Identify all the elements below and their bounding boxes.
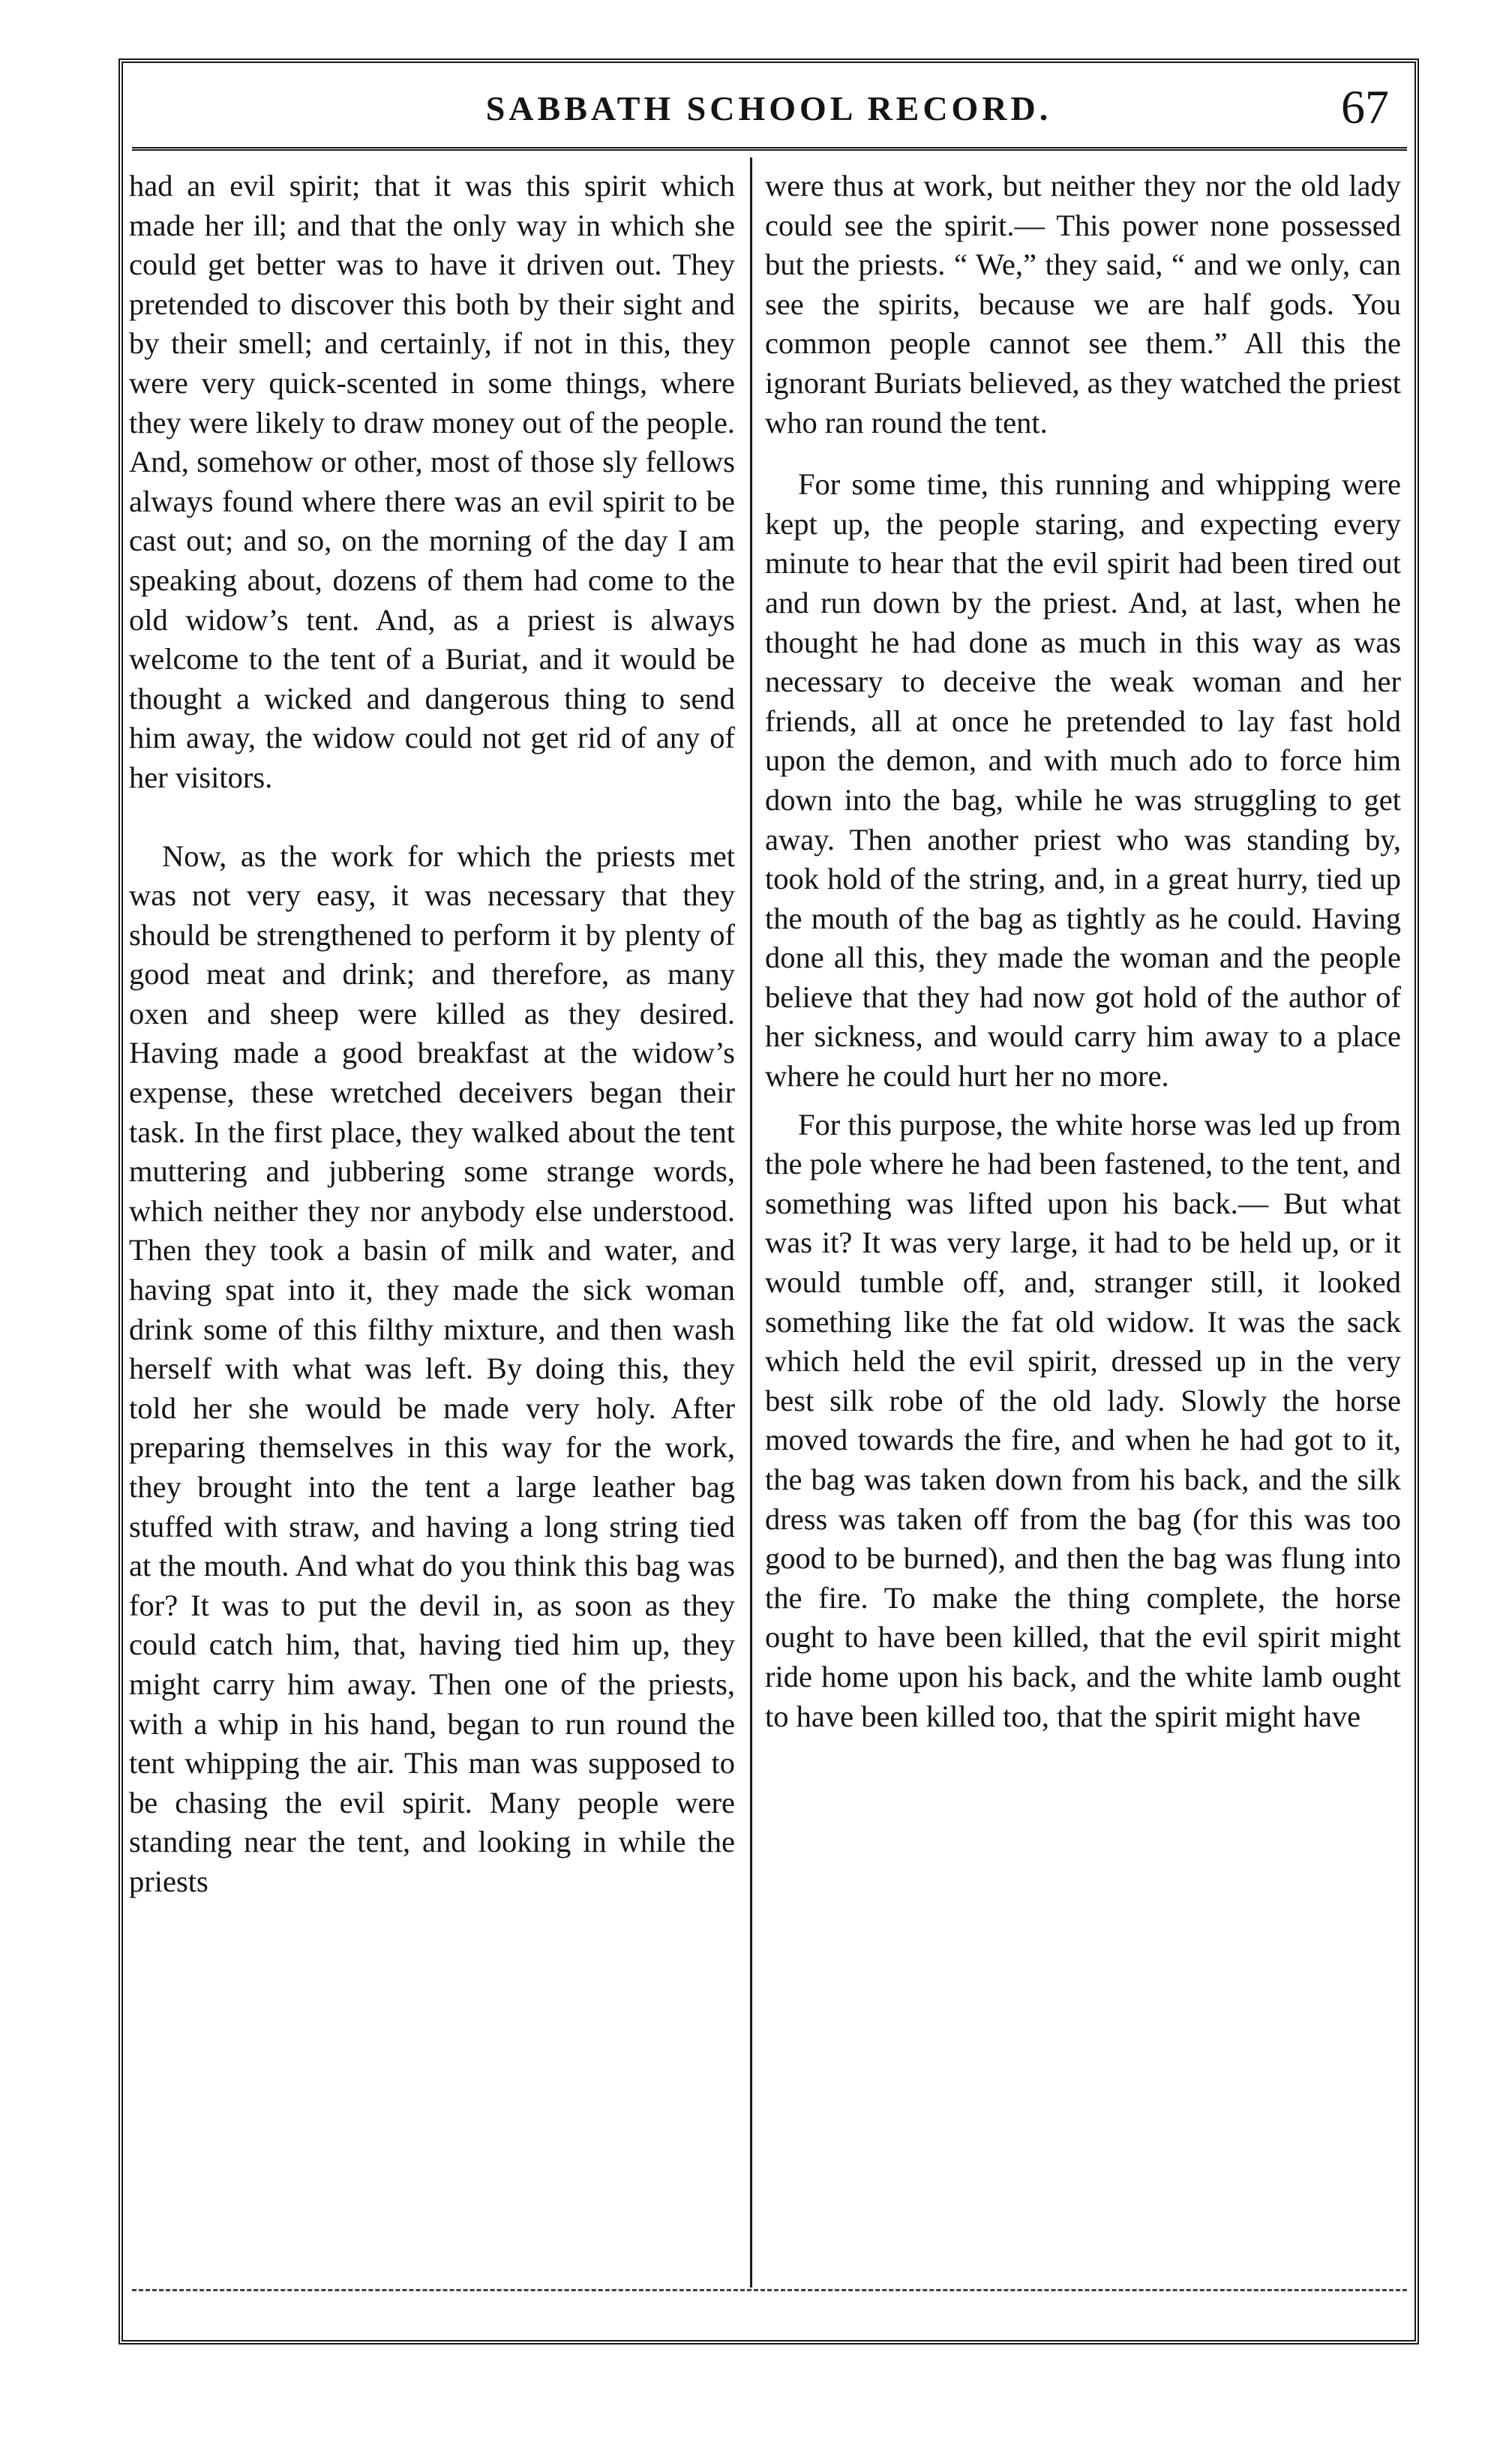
- paragraph: For this purpose, the white horse was led up from the pole where he had been fastened, to the tent, and something was lifted upon his back.— But what was it? It was very large, it had to be held up, or it would tumble off, and, stranger still, it looked something like the fat old widow. It was the sack which held the evil spirit, dressed up in the very best silk robe of the old lady. Slowly the horse moved towards the fire, and when he had got to it, the bag was taken down from his back, and the silk dress was taken off from the bag (for this was too good to be burned), and then the bag was flung into the fire. To make the thing complete, the horse ought to have been killed, that the evil spirit might ride home upon his back, and the white lamb ought to have been killed too, that the spirit might have: [765, 1107, 1401, 1733]
- paragraph: For some time, this running and whipping were kept up, the people staring, and expecting every minute to hear that the evil spirit had been tired out and run down by the priest. And, at last, when he thought he had done as much in this way as was necessary to deceive the weak woman and her friends, all at once he pretended to lay fast hold upon the demon, and with much ado to force him down into the bag, while he was struggling to get away. Then another priest who was standing by, took hold of the string, and, in a great hurry, tied up the mouth of the bag as tightly as he could. Having done all this, they made the woman and the people believe that they had now got hold of the author of her sickness, and would carry him away to a place where he could hurt her no more.: [765, 467, 1401, 1094]
- page-header: [128, 75, 1410, 147]
- running-title: SABBATH SCHOOL RECORD.: [485, 89, 1052, 128]
- footer-rule: [132, 2289, 1407, 2291]
- header-rule: [132, 147, 1407, 151]
- paragraph: Now, as the work for which the priests met was not very easy, it was necessary that they should be strengthened to perform it by plenty of good meat and drink; and therefore, as many oxen and sheep were killed as they desired. Having made a good breakfast at the widow’s expense, these wretched deceivers began their task. In the first place, they walked about the tent muttering and jubbering some strange words, which neither they nor anybody else understood. Then they took a basin of milk and water, and having spat into it, they made the sick woman drink some of this filthy mixture, and then wash herself with what was left. By doing this, they told her she would be made very holy. After preparing themselves in this way for the work, they brought into the tent a large leather bag stuffed with straw, and having a long string tied at the mouth. And what do you think this bag was for? It was to put the devil in, as soon as they could catch him, that, having tied him up, they might carry him away. Then one of the priests, with a whip in his hand, began to run round the tent whipping the air. This man was supposed to be chasing the evil spirit. Many people were standing near the tent, and looking in while the priests: [129, 838, 735, 1898]
- right-column: [765, 166, 1401, 1736]
- paragraph: had an evil spirit; that it was this spirit which made her ill; and that the only way in which she could get better was to have it driven out. They pretended to discover this both by their sight and by their smell; and certainly, if not in this, they were very quick-scented in some things, where they were likely to draw money out of the people. And, somehow or other, most of those sly fellows always found where there was an evil spirit to be cast out; and so, on the morning of the day I am speaking about, dozens of them had come to the old widow’s tent. And, as a priest is always welcome to the tent of a Buriat, and it would be thought a wicked and dangerous thing to send him away, the widow could not get rid of any of her visitors.: [129, 169, 735, 794]
- left-column: [129, 166, 735, 1902]
- page-number: 67: [1341, 80, 1389, 134]
- paragraph: were thus at work, but neither they nor the old lady could see the spirit.— This power none possessed but the priests. “ We,” they said, “ and we only, can see the spirits, because we are half gods. You common people cannot see them.” All this the ignorant Buriats believed, as they watched the priest who ran round the tent.: [765, 169, 1401, 440]
- column-divider: [750, 158, 752, 2288]
